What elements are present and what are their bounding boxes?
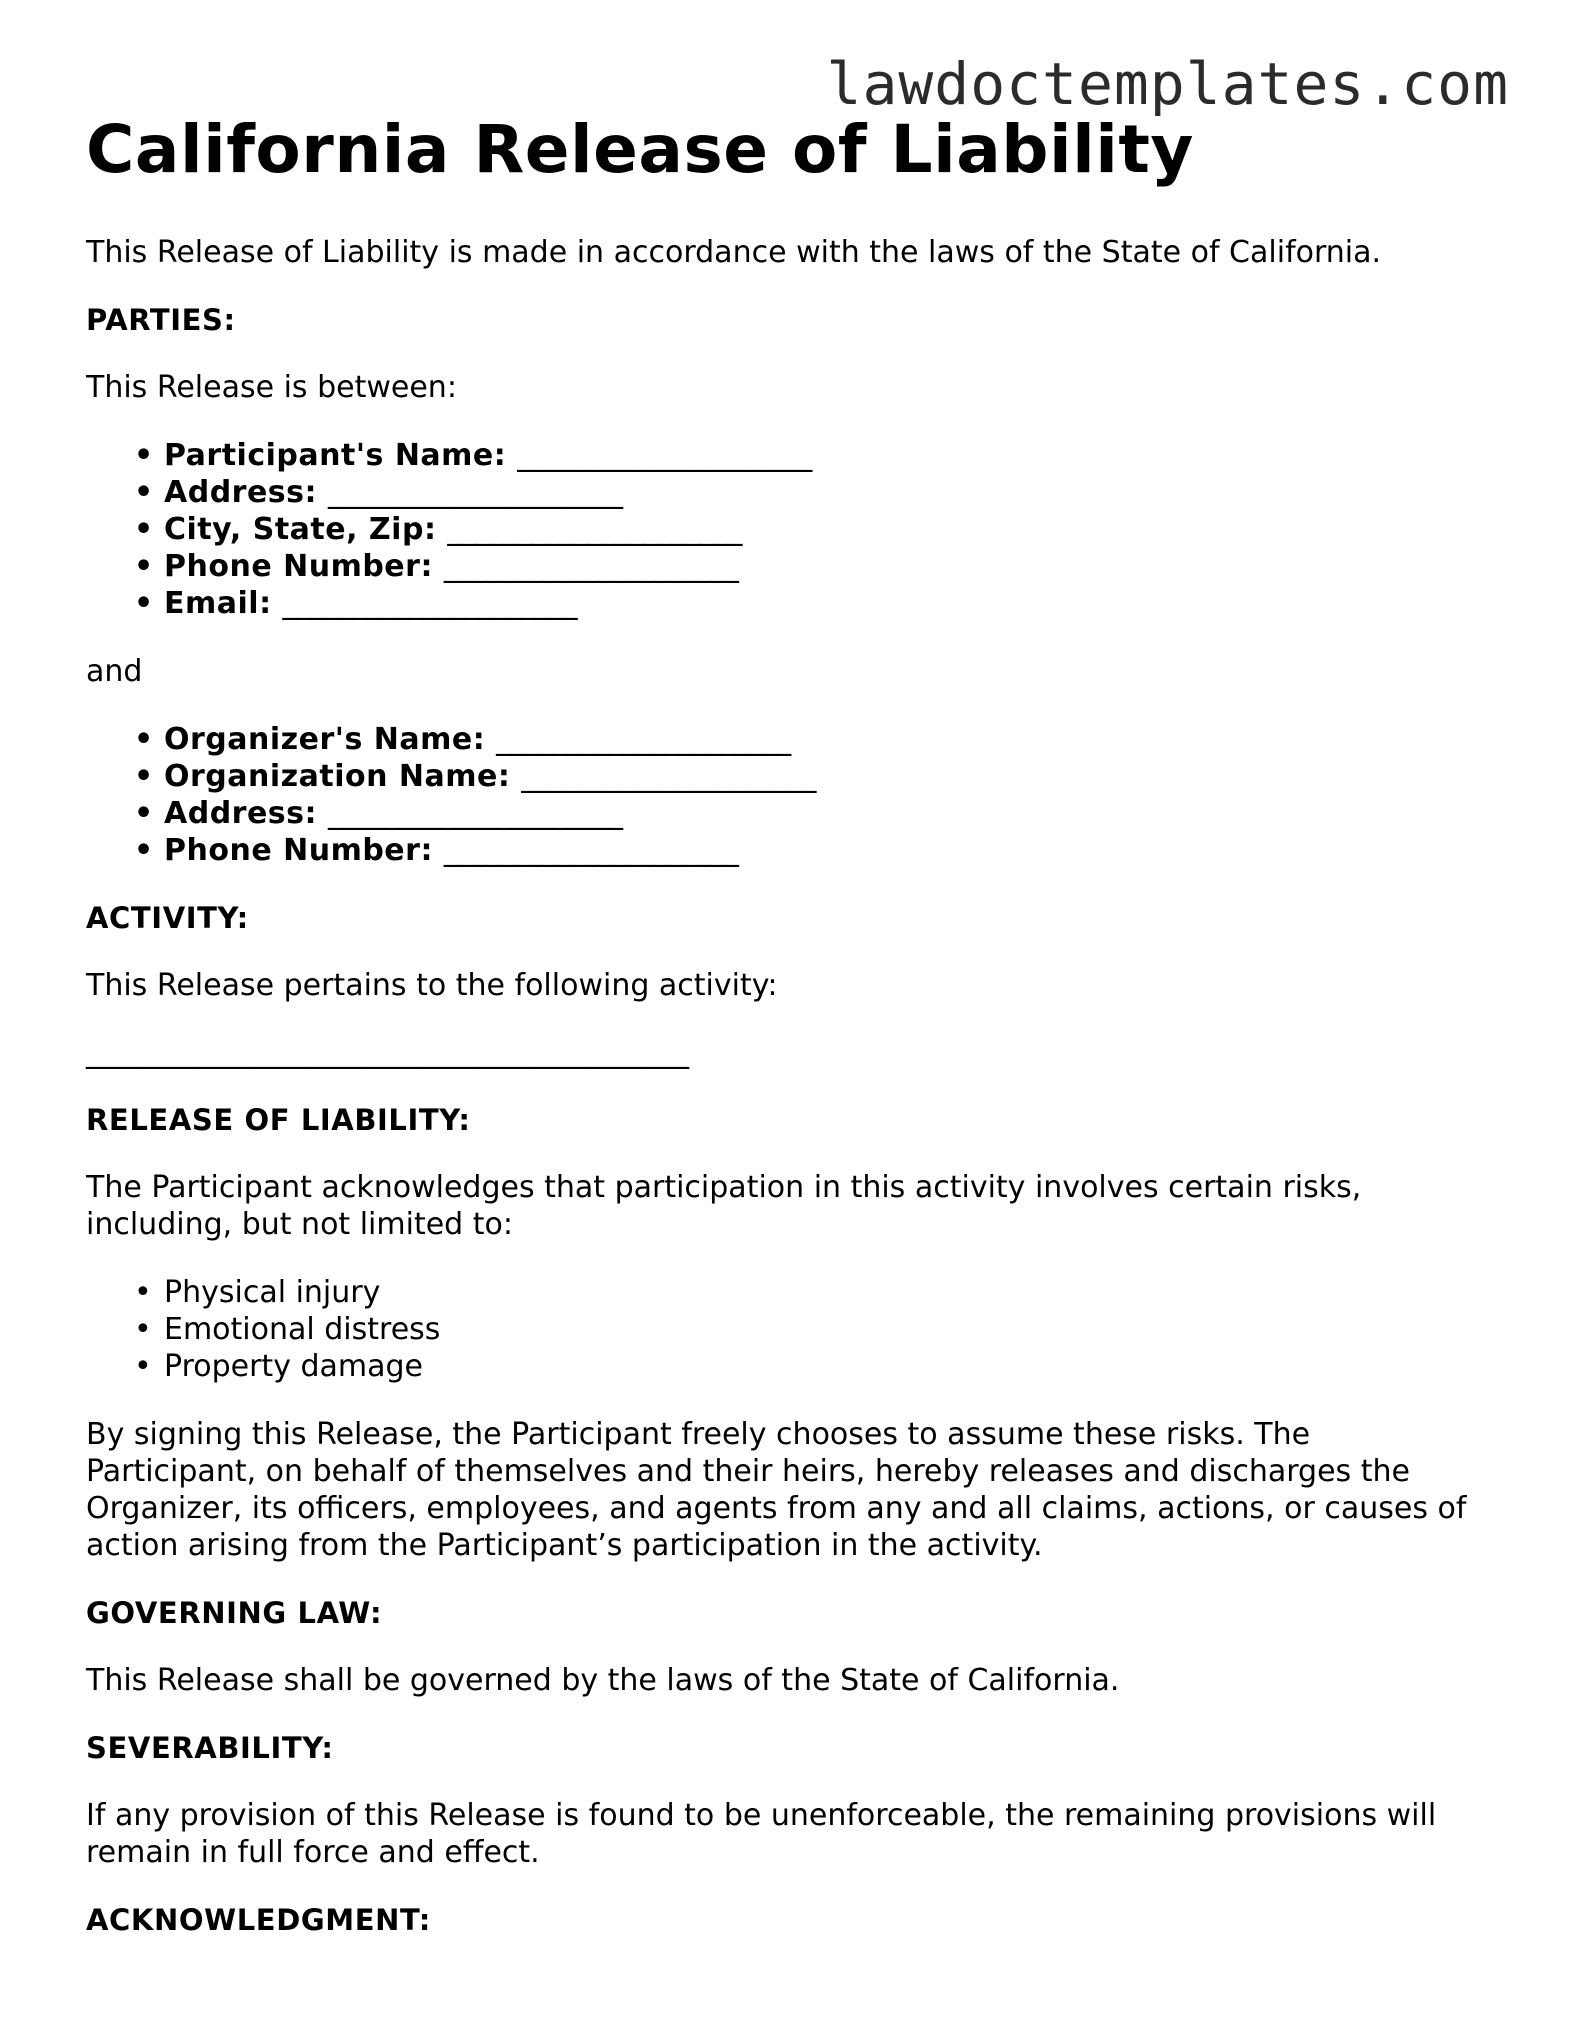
fill-in-blank[interactable]: _____________________ bbox=[443, 833, 738, 868]
bullet-icon: • bbox=[134, 1312, 152, 1347]
bullet-icon: • bbox=[134, 1275, 152, 1310]
bullet-icon: • bbox=[134, 475, 154, 510]
list-item bbox=[134, 1348, 1486, 1385]
parties-heading: PARTIES: bbox=[86, 303, 236, 337]
fill-in-blank[interactable]: _____________________ bbox=[521, 759, 816, 794]
list-item bbox=[134, 1274, 1486, 1311]
field-label: Phone Number: bbox=[164, 549, 433, 584]
field-label: Organizer's Name: bbox=[164, 722, 486, 757]
list-item bbox=[134, 721, 1486, 758]
activity-lead: This Release pertains to the following activity: bbox=[86, 968, 778, 1003]
fill-in-blank[interactable]: _____________________ bbox=[282, 586, 577, 621]
fill-in-blank[interactable]: _____________________ bbox=[443, 549, 738, 584]
release-lead: The Participant acknowledges that participation in this activity involves certain risks, including, but not limited to: bbox=[86, 1170, 1362, 1242]
severability-body: If any provision of this Release is found to be unenforceable, the remaining provisions will remain in full force and effect. bbox=[86, 1798, 1437, 1870]
bullet-icon: • bbox=[134, 722, 154, 757]
list-item bbox=[134, 1311, 1486, 1348]
fill-in-blank[interactable]: _____________________ bbox=[447, 512, 742, 547]
list-item bbox=[134, 585, 1486, 622]
participant-fields-list bbox=[86, 437, 1486, 622]
parties-conjunction: and bbox=[86, 654, 143, 689]
list-item bbox=[134, 548, 1486, 585]
governing-law-heading: GOVERNING LAW: bbox=[86, 1596, 383, 1630]
organizer-fields-list bbox=[86, 721, 1486, 869]
list-item bbox=[134, 511, 1486, 548]
field-label: City, State, Zip: bbox=[164, 512, 437, 547]
bullet-icon: • bbox=[134, 512, 154, 547]
field-label: Email: bbox=[164, 586, 272, 621]
parties-lead: This Release is between: bbox=[86, 370, 457, 405]
list-item bbox=[134, 474, 1486, 511]
risk-label: Physical injury bbox=[164, 1275, 381, 1310]
list-item bbox=[134, 437, 1486, 474]
site-watermark: lawdoctemplates.com bbox=[826, 50, 1509, 118]
bullet-icon: • bbox=[134, 586, 154, 621]
governing-law-body: This Release shall be governed by the laws of the State of California. bbox=[86, 1663, 1120, 1698]
fill-in-blank[interactable]: _____________________ bbox=[327, 475, 622, 510]
bullet-icon: • bbox=[134, 438, 154, 473]
field-label: Address: bbox=[164, 796, 318, 831]
activity-blank[interactable]: ___________________________________________ bbox=[86, 1035, 688, 1070]
bullet-icon: • bbox=[134, 796, 154, 831]
list-item bbox=[134, 832, 1486, 869]
bullet-icon: • bbox=[134, 1349, 152, 1384]
risk-label: Property damage bbox=[164, 1349, 424, 1384]
release-heading: RELEASE OF LIABILITY: bbox=[86, 1103, 471, 1137]
field-label: Address: bbox=[164, 475, 318, 510]
fill-in-blank[interactable]: _____________________ bbox=[496, 722, 791, 757]
document-title: California Release of Liability bbox=[86, 111, 1194, 188]
severability-heading: SEVERABILITY: bbox=[86, 1731, 334, 1765]
document-body bbox=[86, 108, 1486, 1939]
list-item bbox=[134, 795, 1486, 832]
acknowledgment-heading: ACKNOWLEDGMENT: bbox=[86, 1903, 432, 1937]
intro-paragraph: This Release of Liability is made in accordance with the laws of the State of California. bbox=[86, 235, 1382, 270]
fill-in-blank[interactable]: _____________________ bbox=[327, 796, 622, 831]
risks-list bbox=[86, 1274, 1486, 1385]
bullet-icon: • bbox=[134, 549, 154, 584]
field-label: Organization Name: bbox=[164, 759, 511, 794]
risk-label: Emotional distress bbox=[164, 1312, 441, 1347]
field-label: Phone Number: bbox=[164, 833, 433, 868]
bullet-icon: • bbox=[134, 759, 154, 794]
release-body: By signing this Release, the Participant freely chooses to assume these risks. The Participant, on behalf of themselves and their heirs, hereby releases and discharges the Organizer, its officers, employees, and agents from any and all claims, actions, or causes of action arising from the Participant’s participation in the activity. bbox=[86, 1417, 1467, 1563]
field-label: Participant's Name: bbox=[164, 438, 507, 473]
fill-in-blank[interactable]: _____________________ bbox=[517, 438, 812, 473]
list-item bbox=[134, 758, 1486, 795]
activity-heading: ACTIVITY: bbox=[86, 901, 249, 935]
bullet-icon: • bbox=[134, 833, 154, 868]
